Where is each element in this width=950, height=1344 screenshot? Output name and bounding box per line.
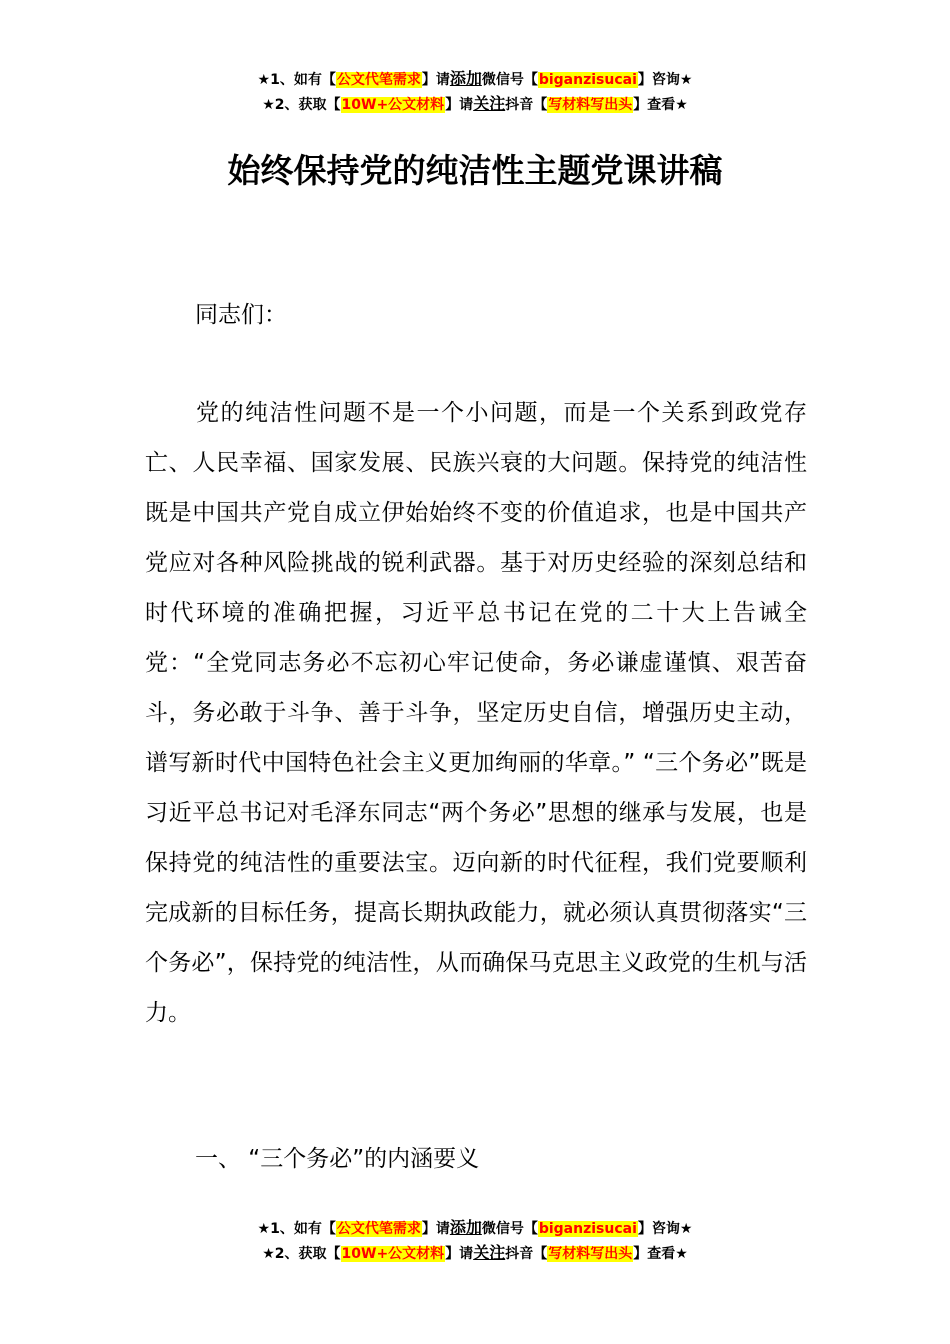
banner-highlight: 10W+公文材料 (341, 97, 445, 113)
banner-text: 抖音【 (505, 1246, 548, 1262)
banner-text: 】查看★ (633, 97, 688, 113)
header-banner (0, 67, 950, 117)
banner-text: ★1、如有【 (257, 72, 336, 88)
banner-text: ★1、如有【 (257, 1221, 336, 1237)
banner-text: ★2、获取【 (262, 97, 341, 113)
banner-text: 】请 (421, 1221, 450, 1237)
section-heading: 一、 “三个务必”的内涵要义 (195, 1146, 480, 1172)
banner-text: 】请 (421, 72, 450, 88)
document-title: 始终保持党的纯洁性主题党课讲稿 (227, 151, 723, 190)
banner-text: 】请 (445, 1246, 474, 1262)
banner-highlight: 写材料写出头 (548, 1246, 633, 1262)
banner-highlight: biganzisucai (538, 72, 637, 88)
banner-line-2 (0, 92, 950, 117)
banner-line-2 (0, 1241, 950, 1266)
footer-banner (0, 1216, 950, 1266)
banner-text: 微信号【 (481, 1221, 538, 1237)
banner-line-1 (0, 67, 950, 92)
banner-text: 】咨询★ (637, 72, 693, 88)
banner-highlight: 公文代笔需求 (336, 1221, 421, 1237)
salutation: 同志们： (195, 302, 287, 328)
banner-text: ★2、获取【 (262, 1246, 341, 1262)
banner-text: 】查看★ (633, 1246, 688, 1262)
banner-highlight: 10W+公文材料 (341, 1246, 445, 1262)
banner-text: 】请 (445, 97, 474, 113)
banner-text: 】咨询★ (637, 1221, 693, 1237)
banner-emphasis: 关注 (473, 1243, 506, 1262)
body-paragraph: 党的纯洁性问题不是一个小问题，而是一个关系到政党存亡、人民幸福、国家发展、民族兴衰的大问题。保持党的纯洁性既是中国共产党自成立伊始始终不变的价值追求，也是中国共产党应对各种风险挑战的锐利武器。基于对历史经验的深刻总结和时代环境的准确把握，习近平总书记在党的二十大上告诫全党：“全党同志务必不忘初心牢记使命，务必谦虚谨慎、艰苦奋斗，务必敢于斗争、善于斗争，坚定历史自信，增强历史主动，谱写新时代中国特色社会主义更加绚丽的华章。” “三个务必”既是习近平总书记对毛泽东同志“两个务必”思想的继承与发展，也是保持党的纯洁性的重要法宝。迈向新的时代征程，我们党要顺利完成新的目标任务，提高长期执政能力，就必须认真贯彻落实“三个务必”，保持党的纯洁性，从而确保马克思主义政党的生机与活力。 (145, 400, 807, 1026)
banner-highlight: 公文代笔需求 (336, 72, 421, 88)
banner-emphasis: 添加 (449, 69, 482, 88)
banner-emphasis: 关注 (473, 94, 506, 113)
banner-highlight: 写材料写出头 (548, 97, 633, 113)
banner-emphasis: 添加 (449, 1218, 482, 1237)
banner-highlight: biganzisucai (538, 1221, 637, 1237)
banner-text: 抖音【 (505, 97, 548, 113)
banner-line-1 (0, 1216, 950, 1241)
banner-text: 微信号【 (481, 72, 538, 88)
